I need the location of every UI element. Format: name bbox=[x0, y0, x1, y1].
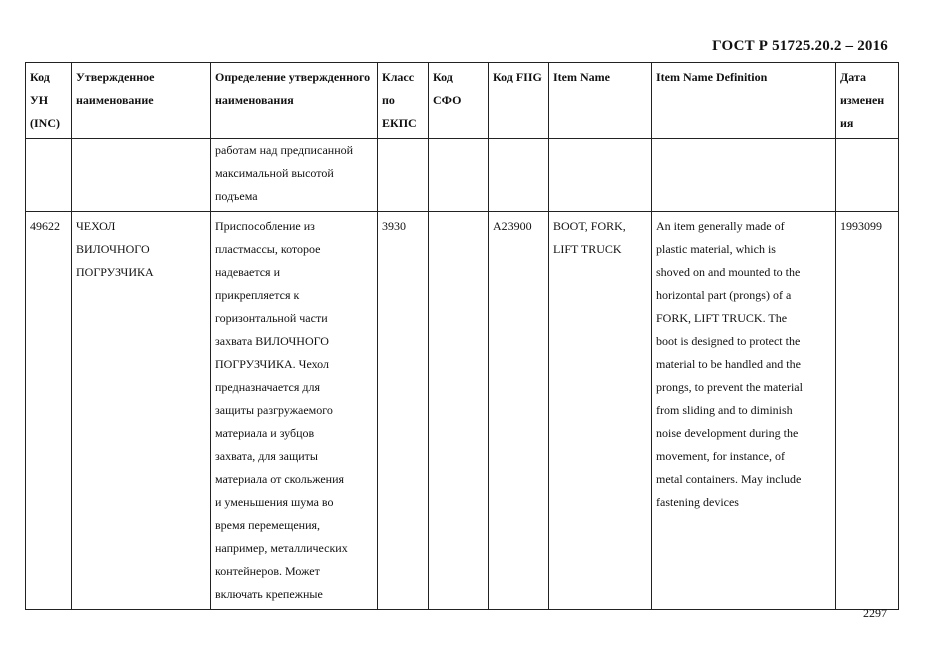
cell-sfo bbox=[429, 212, 489, 610]
cell-name-ru bbox=[72, 139, 211, 212]
cell-date: 1993099 bbox=[836, 212, 899, 610]
col-header-fiig: Код FIIG bbox=[489, 63, 549, 139]
cell-item-def bbox=[652, 139, 836, 212]
col-header-item-name: Item Name bbox=[549, 63, 652, 139]
col-header-date: Дата изменен ия bbox=[836, 63, 899, 139]
cell-class bbox=[378, 139, 429, 212]
cell-item-def: An item generally made of plastic material, which is shoved on and mounted to the horizontal part (prongs) of a FORK, LIFT TRUCK. The boot is designed to protect the material to be handled and the prongs, to prevent the material from sliding and to diminish noise development during the movement, for instance, of metal containers. May include fastening devices bbox=[652, 212, 836, 610]
catalog-table bbox=[25, 62, 899, 610]
cell-class: 3930 bbox=[378, 212, 429, 610]
document-title: ГОСТ Р 51725.20.2 – 2016 bbox=[712, 38, 888, 54]
table-header-row bbox=[26, 63, 899, 139]
cell-fiig: A23900 bbox=[489, 212, 549, 610]
col-header-item-def: Item Name Definition bbox=[652, 63, 836, 139]
table-row bbox=[26, 212, 899, 610]
cell-inc: 49622 bbox=[26, 212, 72, 610]
col-header-class: Класс по ЕКПС bbox=[378, 63, 429, 139]
cell-item-name bbox=[549, 139, 652, 212]
cell-definition-ru: работам над предписанной максимальной высотой подъема bbox=[211, 139, 378, 212]
cell-name-ru: ЧЕХОЛ ВИЛОЧНОГО ПОГРУЗЧИКА bbox=[72, 212, 211, 610]
col-header-definition-ru: Определение утвержденного наименования bbox=[211, 63, 378, 139]
cell-sfo bbox=[429, 139, 489, 212]
page-number: 2297 bbox=[863, 606, 887, 620]
table-row bbox=[26, 139, 899, 212]
cell-date bbox=[836, 139, 899, 212]
col-header-inc: Код УН (INC) bbox=[26, 63, 72, 139]
cell-inc bbox=[26, 139, 72, 212]
col-header-name-ru: Утвержденное наименование bbox=[72, 63, 211, 139]
cell-fiig bbox=[489, 139, 549, 212]
cell-definition-ru: Приспособление из пластмассы, которое надевается и прикрепляется к горизонтальной части захвата ВИЛОЧНОГО ПОГРУЗЧИКА. Чехол предназначается для защиты разгружаемого материала и зубцов захвата, для защиты материала от скольжения и уменьшения шума во время перемещения, например, металлических контейнеров. Может включать крепежные bbox=[211, 212, 378, 610]
col-header-sfo: Код СФО bbox=[429, 63, 489, 139]
cell-item-name: BOOT, FORK, LIFT TRUCK bbox=[549, 212, 652, 610]
